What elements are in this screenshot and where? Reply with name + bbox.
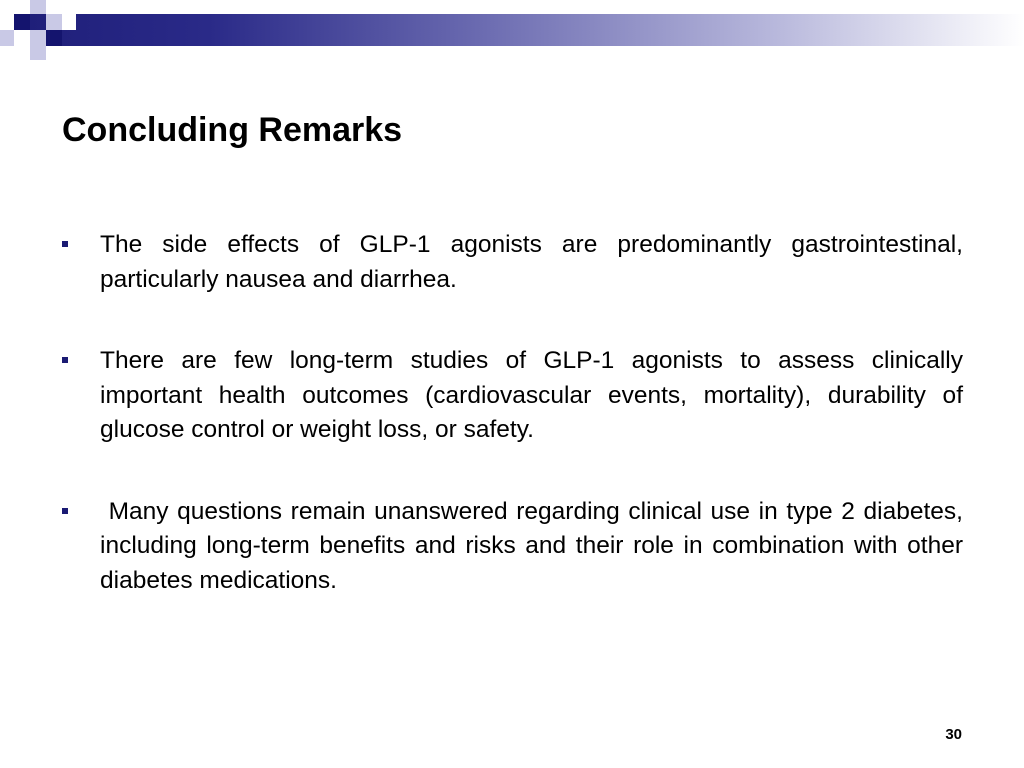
banner-gradient-bar xyxy=(30,14,1024,46)
decor-square xyxy=(46,30,62,46)
decor-square xyxy=(30,46,46,60)
bullet-text: Many questions remain unanswered regarding clinical use in type 2 diabetes, including long-term benefits and risks and their role in combination with other diabetes medications. xyxy=(100,497,970,594)
bullet-text: The side effects of GLP-1 agonists are predominantly gastrointestinal, particularly nausea and diarrhea. xyxy=(100,231,963,293)
bullet-item xyxy=(60,344,963,448)
square-bullet-icon xyxy=(62,241,68,247)
decor-square xyxy=(62,14,76,30)
square-bullet-icon xyxy=(62,508,68,514)
bullet-list xyxy=(60,228,970,598)
decor-square xyxy=(14,30,30,46)
decor-square xyxy=(14,14,30,30)
header-banner xyxy=(0,0,1024,62)
page-number: 30 xyxy=(945,726,962,743)
square-bullet-icon xyxy=(62,357,68,363)
bullet-text: There are few long-term studies of GLP-1 agonists to assess clinically important health outcomes (cardiovascular events, mortality), durability of glucose control or weight loss, or safety. xyxy=(100,347,963,443)
slide-title: Concluding Remarks xyxy=(62,111,403,149)
bullet-item xyxy=(60,228,963,297)
decor-square xyxy=(30,0,46,14)
bullet-item xyxy=(60,495,970,599)
decor-square xyxy=(30,30,46,46)
decor-square xyxy=(0,30,14,46)
decor-square xyxy=(46,14,62,30)
